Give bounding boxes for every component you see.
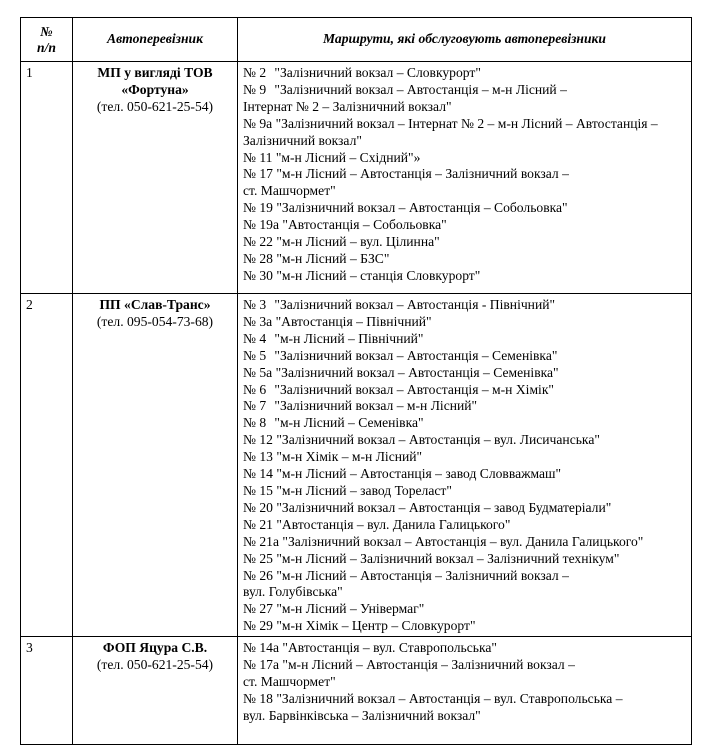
route-number: № 13: [243, 449, 273, 465]
route-number: № 17: [243, 166, 273, 182]
route-text: "м-н Лісний – Північний": [274, 330, 424, 346]
header-carrier: Автоперевізник: [73, 18, 238, 62]
route-text-continued: Залізничний вокзал": [243, 132, 362, 148]
carrier-cell: [73, 62, 238, 294]
carrier-cell: [73, 294, 238, 637]
route-number: № 9: [243, 81, 267, 97]
route-text: "м-н Лісний – Універмаг": [276, 601, 425, 617]
header-num-line: №: [40, 23, 53, 39]
route-text: "м-н Лісний – Автостанція – завод Словважмаш": [276, 466, 562, 482]
route-item: [243, 483, 687, 500]
routes-cell: [238, 294, 692, 637]
carrier-name: «Фортуна»: [121, 81, 189, 97]
route-item: [243, 466, 687, 483]
route-text: "Залізничний вокзал – Автостанція – м-н Лісний –: [274, 81, 567, 97]
route-item: [243, 568, 687, 585]
route-text: "Залізничний вокзал – Автостанція – Собольовка": [276, 200, 568, 216]
route-text: "м-н Хімік – м-н Лісний": [276, 449, 423, 465]
route-item: [243, 217, 687, 234]
route-item: [243, 432, 687, 449]
route-number: № 4: [243, 330, 267, 346]
route-number: № 21: [243, 516, 273, 532]
route-text: "Автостанція – Собольовка": [282, 217, 447, 233]
route-item: [243, 65, 687, 82]
route-number: № 2: [243, 65, 267, 80]
route-item: [243, 166, 687, 183]
route-text: "м-н Лісний – Семенівка": [274, 415, 424, 431]
route-text: "Залізничний вокзал – Автостанція – м-н Хімік": [274, 381, 554, 397]
route-item: [243, 297, 687, 314]
route-item: [243, 500, 687, 517]
route-item: [243, 640, 687, 657]
route-text: "Залізничний вокзал – Словкурорт": [274, 65, 481, 80]
route-item: [243, 601, 687, 618]
route-item: [243, 398, 687, 415]
route-item: [243, 348, 687, 365]
carrier-name: МП у вигляді ТОВ: [97, 65, 213, 80]
route-item: [243, 150, 687, 167]
route-number: № 29: [243, 618, 273, 634]
route-text: "м-н Лісний – вул. Цілинна": [276, 234, 440, 250]
carrier-name: ПП «Слав-Транс»: [99, 297, 211, 312]
route-item: [243, 657, 687, 674]
route-number: № 8: [243, 415, 267, 431]
route-number: № 22: [243, 234, 273, 250]
route-number: № 11: [243, 149, 273, 165]
route-number: № 25: [243, 550, 273, 566]
route-text: "Залізничний вокзал – Автостанція – вул. Данила Галицького": [282, 533, 644, 549]
route-text: "Залізничний вокзал – Автостанція – Семенівка": [275, 364, 559, 380]
route-text-continued: Інтернат № 2 – Залізничний вокзал": [243, 98, 452, 114]
row-number: 1: [21, 62, 73, 294]
route-item: [243, 415, 687, 432]
route-number: № 7: [243, 398, 267, 414]
route-number: № 14: [243, 466, 273, 482]
table-row: [21, 294, 692, 637]
routes-cell: [238, 62, 692, 294]
route-item: [243, 551, 687, 568]
route-item: [243, 234, 687, 251]
route-number: № 3: [243, 297, 267, 312]
route-item: [243, 314, 687, 331]
route-item: [243, 116, 687, 133]
route-number: № 3а: [243, 313, 273, 329]
route-number: № 18: [243, 690, 273, 706]
table-row: [21, 62, 692, 294]
route-text-continued: ст. Машчормет": [243, 673, 336, 689]
route-text: "Автостанція – Північний": [275, 313, 432, 329]
carrier-name: ФОП Яцура С.В.: [102, 640, 208, 655]
carrier-phone: (тел. 050-621-25-54): [96, 656, 214, 672]
route-number: № 5а: [243, 364, 273, 380]
route-text: "м-н Лісний – завод Тореласт": [276, 482, 452, 498]
route-text: "Залізничний вокзал – м-н Лісний": [274, 398, 478, 414]
route-number: № 12: [243, 432, 273, 448]
row-number: 2: [21, 294, 73, 637]
carriers-table: [20, 17, 692, 745]
route-item: [243, 365, 687, 382]
route-text: "Залізничний вокзал – Автостанція – вул. Лисичанська": [276, 432, 600, 448]
route-item: [243, 82, 687, 99]
route-text: "Залізничний вокзал – Автостанція – завод Будматеріали": [276, 499, 612, 515]
route-number: № 26: [243, 567, 273, 583]
route-item: [243, 331, 687, 348]
route-number: № 17а: [243, 656, 279, 672]
route-number: № 28: [243, 250, 273, 266]
route-item: [243, 534, 687, 551]
route-text: "м-н Лісний – станція Словкурорт": [276, 267, 481, 283]
route-text: "м-н Лісний – Автостанція – Залізничний вокзал –: [276, 567, 569, 583]
route-text: "м-н Лісний – Залізничний вокзал – Залізничний технікум": [276, 550, 620, 566]
route-number: № 19а: [243, 217, 279, 233]
route-item: [243, 691, 687, 708]
carrier-phone: (тел. 095-054-73-68): [96, 313, 214, 329]
route-text: "м-н Лісний – Автостанція – Залізничний вокзал –: [276, 166, 569, 182]
route-number: № 14а: [243, 640, 279, 655]
route-item: [243, 268, 687, 285]
route-number: № 27: [243, 601, 273, 617]
route-text: "Залізничний вокзал – Інтернат № 2 – м-н Лісний – Автостанція –: [275, 115, 658, 131]
route-item: [243, 449, 687, 466]
route-text-continued: вул. Барвінківська – Залізничний вокзал": [243, 707, 481, 723]
route-number: № 15: [243, 482, 273, 498]
route-text: "м-н Хімік – Центр – Словкурорт": [276, 618, 476, 634]
route-number: № 30: [243, 267, 273, 283]
route-number: № 5: [243, 347, 267, 363]
route-text: "м-н Лісний – БЗС": [276, 250, 390, 266]
route-item: [243, 618, 687, 635]
route-item: [243, 517, 687, 534]
header-routes: Маршрути, які обслуговують автоперевізники: [238, 18, 692, 62]
route-text: "Автостанція – вул. Ставропольська": [282, 640, 497, 655]
route-number: № 21а: [243, 533, 279, 549]
route-text: "м-н Лісний – Східний"»: [275, 149, 421, 165]
route-item: [243, 200, 687, 217]
route-number: № 6: [243, 381, 267, 397]
carrier-cell: [73, 637, 238, 745]
route-text-continued: вул. Голубівська": [243, 584, 343, 600]
route-item: [243, 251, 687, 268]
route-text-continued: ст. Машчормет": [243, 183, 336, 199]
route-number: № 9а: [243, 115, 273, 131]
route-number: № 20: [243, 499, 273, 515]
carrier-phone: (тел. 050-621-25-54): [96, 98, 214, 114]
routes-cell: [238, 637, 692, 745]
header-num-line: п/п: [37, 39, 56, 55]
header-num: [21, 18, 73, 62]
table-row: [21, 637, 692, 745]
route-item: [243, 382, 687, 399]
row-number: 3: [21, 637, 73, 745]
route-number: № 19: [243, 200, 273, 216]
route-text: "Залізничний вокзал – Автостанція - Північний": [274, 297, 556, 312]
route-text: "Залізничний вокзал – Автостанція – Семенівка": [274, 347, 558, 363]
header-row: [21, 18, 692, 62]
route-text: "м-н Лісний – Автостанція – Залізничний вокзал –: [282, 656, 575, 672]
route-text: "Автостанція – вул. Данила Галицького": [276, 516, 511, 532]
route-text: "Залізничний вокзал – Автостанція – вул. Ставропольська –: [276, 690, 623, 706]
